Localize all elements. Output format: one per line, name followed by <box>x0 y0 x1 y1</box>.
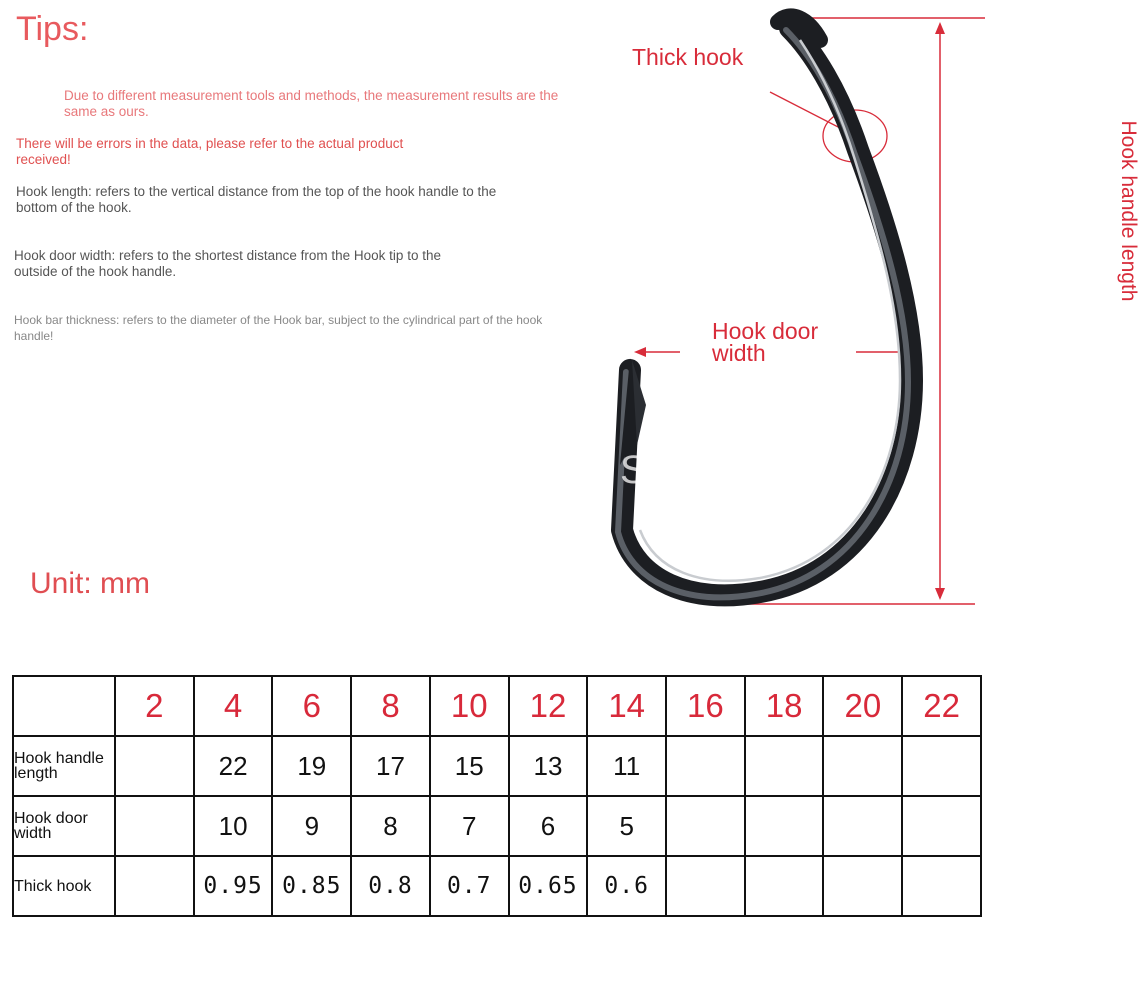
table-cell: 10 <box>194 796 273 856</box>
table-cell: 19 <box>272 736 351 796</box>
size-header-cell: 16 <box>666 676 745 736</box>
table-cell: 0.8 <box>351 856 430 916</box>
table-cell: 7 <box>430 796 509 856</box>
table-cell <box>745 856 824 916</box>
table-cell: 15 <box>430 736 509 796</box>
fish-hook-icon <box>618 16 912 597</box>
door-width-callout: Hook door width <box>712 318 819 366</box>
size-header-cell: 18 <box>745 676 824 736</box>
size-header-cell: 2 <box>115 676 194 736</box>
table-cell <box>745 796 824 856</box>
table-cell <box>666 796 745 856</box>
row-label-cell: Hook door width <box>13 796 115 856</box>
table-cell <box>115 856 194 916</box>
table-cell <box>745 736 824 796</box>
table-row <box>13 856 981 916</box>
tips-note-bar-thickness: Hook bar thickness: refers to the diameter of the Hook bar, subject to the cylindrical part of the hook handle! <box>14 313 543 343</box>
table-cell <box>115 736 194 796</box>
table-cell <box>902 856 981 916</box>
row-label-cell: Hook handle length <box>13 736 115 796</box>
table-cell <box>115 796 194 856</box>
watermark-text: S <box>620 448 647 492</box>
tips-note-door-width: Hook door width: refers to the shortest distance from the Hook tip to the outside of the hook handle. <box>14 248 441 279</box>
tips-title: Tips: <box>16 10 89 48</box>
table-cell: 0.95 <box>194 856 273 916</box>
thick-hook-callout: Thick hook <box>632 44 744 70</box>
size-header-cell: 14 <box>587 676 666 736</box>
table-row <box>13 796 981 856</box>
table-cell: 0.85 <box>272 856 351 916</box>
table-header-row <box>13 676 981 736</box>
tips-note-errors: There will be errors in the data, please refer to the actual product received! <box>16 136 404 167</box>
table-cell <box>823 856 902 916</box>
arrow-up-icon <box>935 22 945 34</box>
table-cell: 9 <box>272 796 351 856</box>
size-header-cell: 12 <box>509 676 588 736</box>
table-cell <box>666 856 745 916</box>
table-cell: 0.7 <box>430 856 509 916</box>
row-label-cell: Thick hook <box>13 856 115 916</box>
table-row <box>13 736 981 796</box>
arrow-left-icon <box>634 347 646 357</box>
table-cell: 6 <box>509 796 588 856</box>
tips-note-hook-length: Hook length: refers to the vertical distance from the top of the hook handle to the bottom of the hook. <box>16 184 497 215</box>
table-cell: 5 <box>587 796 666 856</box>
table-cell: 22 <box>194 736 273 796</box>
table-cell <box>823 796 902 856</box>
table-cell: 0.6 <box>587 856 666 916</box>
table-cell: 11 <box>587 736 666 796</box>
table-cell: 17 <box>351 736 430 796</box>
table-cell <box>902 796 981 856</box>
size-spec-table <box>12 675 982 917</box>
size-header-cell: 8 <box>351 676 430 736</box>
table-cell: 0.65 <box>509 856 588 916</box>
size-header-cell: 22 <box>902 676 981 736</box>
table-corner-cell <box>13 676 115 736</box>
table-cell: 8 <box>351 796 430 856</box>
table-cell <box>902 736 981 796</box>
handle-length-callout: Hook handle length <box>1117 120 1140 302</box>
unit-label: Unit: mm <box>30 567 150 600</box>
table-cell: 13 <box>509 736 588 796</box>
size-header-cell: 4 <box>194 676 273 736</box>
table-cell <box>666 736 745 796</box>
size-header-cell: 20 <box>823 676 902 736</box>
tips-note-measurement: Due to different measurement tools and methods, the measurement results are the same as ours. <box>64 88 559 119</box>
arrow-down-icon <box>935 588 945 600</box>
size-header-cell: 6 <box>272 676 351 736</box>
table-cell <box>823 736 902 796</box>
size-header-cell: 10 <box>430 676 509 736</box>
